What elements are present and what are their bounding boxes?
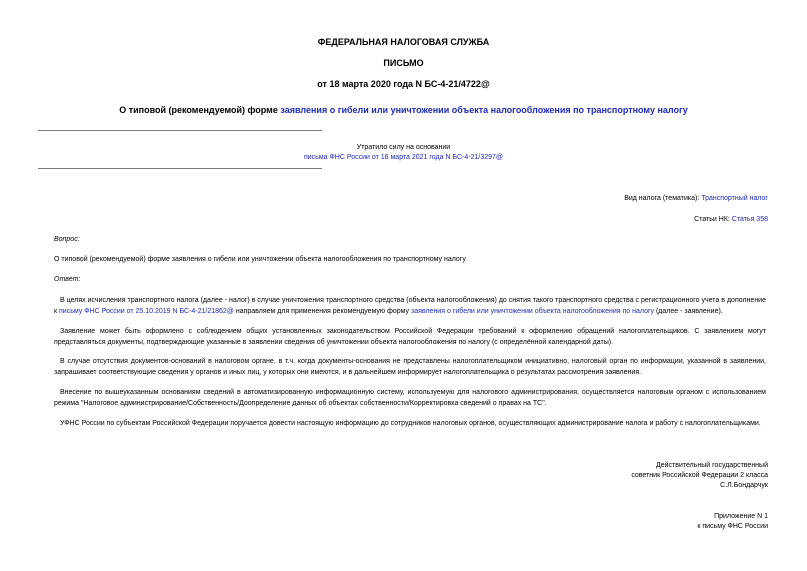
status-line: Утратило силу на основании [356, 144, 451, 151]
status-bottom-divider [38, 168, 322, 169]
agency-name: ФЕДЕРАЛЬНАЯ НАЛОГОВАЯ СЛУЖБА [317, 37, 490, 47]
answer-paragraph-3: В случае отсутствия документов-оснований в налоговом органе, в т.ч. когда документы-основания не представлены налогоплательщиком инициативно, налоговый орган по информации, указанной в заявлении, запрашивает соответствующие сведения у органов и иных лиц, у которых они имеются, и в дальнейшем информирует налогоплательщика о результатах рассмотрения заявления. [54, 358, 766, 376]
answer-paragraph-1-text-c: (далее - заявление). [654, 307, 723, 315]
nk-article-link[interactable]: Статья 358 [731, 216, 768, 223]
answer-label: Ответ: [54, 276, 81, 283]
tax-type-link[interactable]: Транспортный налог [701, 195, 768, 202]
appendix-title: Приложение N 1 [714, 513, 768, 520]
answer-paragraph-1 [54, 296, 766, 317]
signatory-name: С.Л.Бондарчук [720, 482, 768, 489]
document-title [0, 105, 807, 115]
fns-letter-link[interactable]: письму ФНС России от 25.10.2019 N БС-4-21/21862@ [59, 307, 234, 315]
nk-articles-row [694, 215, 768, 225]
tax-type-row [624, 194, 768, 204]
appendix-subtitle: к письму ФНС России [697, 523, 768, 530]
document-type: ПИСЬМО [383, 58, 424, 68]
question-text: О типовой (рекомендуемой) форме заявления о гибели или уничтожении объекта налогообложения по транспортному налогу [54, 256, 466, 263]
repeal-letter-link[interactable]: письма ФНС России от 16 марта 2021 года N БС-4-21/3297@ [303, 154, 504, 161]
answer-paragraph-1-text-a: В целях исчисления транспортного налога (далее - налог) в случае уничтожения транспортного средства (объекта налогообложения) до снятия такого транспортного средства с регистрационного учета в дополнение к [54, 297, 766, 315]
status-link-row [0, 153, 807, 163]
answer-paragraph-5: УФНС России по субъектам Российской Федерации поручается довести настоящую информацию до сотрудников налоговых органов, осуществляющих администрирование налога и работу с налогоплательщиками. [60, 420, 761, 427]
application-form-link[interactable]: заявления о гибели или уничтожении объекта налогообложения по налогу [411, 307, 655, 315]
document-title-link[interactable]: заявления о гибели или уничтожении объекта налогообложения по транспортному налогу [280, 105, 688, 115]
answer-paragraph-4: Внесение по вышеуказанным основаниям сведений в автоматизированную информационную систему, используемую для налогового администрирования, осуществляется налоговым органом с использованием режима "Налоговое администрирование/Собственность/Доопределение данных об объектах собственности/Корректировка сведений о правах на ТС". [54, 389, 766, 407]
document-date-number: от 18 марта 2020 года N БС-4-21/4722@ [317, 79, 490, 89]
question-label: Вопрос: [54, 236, 80, 243]
answer-paragraph-1-text-b: направляем для применения рекомендуемую форму [233, 307, 412, 315]
signatory-title-line-2: советник Российской Федерации 2 класса [631, 472, 768, 479]
tax-type-label: Вид налога (тематика): [624, 195, 702, 202]
signatory-title-line-1: Действительный государственный [656, 462, 768, 469]
status-top-divider [38, 130, 322, 131]
document-title-prefix: О типовой (рекомендуемой) форме [119, 105, 281, 115]
nk-articles-label: Статьи НК: [694, 216, 732, 223]
answer-paragraph-2: Заявление может быть оформлено с соблюдением общих установленных законодательством Российской Федерации требований к оформлению обращений налогоплательщиков. С заявлением могут представляться документы, подтверждающие указанные в заявлении сведения об уничтожении объекта налогообложения по налогу (с определённой календарной даты). [54, 328, 766, 346]
